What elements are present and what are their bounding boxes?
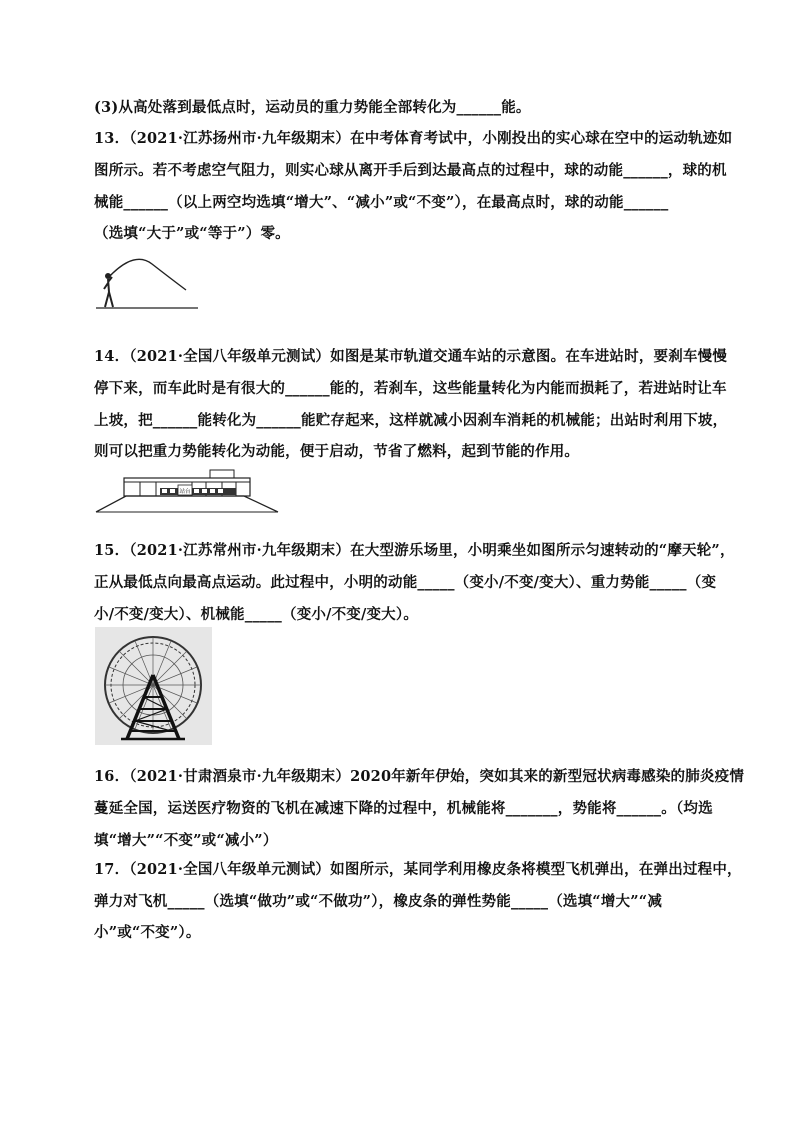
station-sign-label: 站台 <box>179 489 191 495</box>
q17-line1: 17．（2021·全国八年级单元测试）如图所示，某同学利用橡皮条将模型飞机弹出，在弹出过程中， <box>94 861 742 878</box>
q17-line3: 小”或“不变”）。 <box>94 924 201 941</box>
q13-line2: 图所示。若不考虑空气阻力，则实心球从离开手后到达最高点的过程中，球的动能______，球的机 <box>94 162 727 179</box>
q14-line1: 14．（2021·全国八年级单元测试）如图是某市轨道交通车站的示意图。在车进站时，要刹车慢慢 <box>94 348 728 365</box>
q14-line2: 停下来，而车此时是有很大的______能的，若刹车，这些能量转化为内能而损耗了，若进站时让车 <box>94 380 727 397</box>
q17-line2: 弹力对飞机_____（选填“做功”或“不做功”），橡皮条的弹性势能_____（选填“增大”“减 <box>94 893 663 910</box>
train-station-figure <box>94 466 280 514</box>
q15-line2: 正从最低点向最高点运动。此过程中，小明的动能_____（变小/不变/变大）、重力势能_____（变 <box>94 574 717 591</box>
q16-line1: 16．（2021·甘肃酒泉市·九年级期末）2020年新年伊始，突如其来的新型冠状病毒感染的肺炎疫情 <box>94 768 745 785</box>
q13-line3: 械能______（以上两空均选填“增大”、“减小”或“不变”），在最高点时，球的动能______ <box>94 194 669 211</box>
q16-line3: 填“增大”“不变”或“减小”） <box>94 832 278 849</box>
q16-line2: 蔓延全国，运送医疗物资的飞机在减速下降的过程中，机械能将_______，势能将______。（均选 <box>94 800 713 817</box>
ferris-wheel-figure <box>95 627 212 745</box>
q15-line1: 15．（2021·江苏常州市·九年级期末）在大型游乐场里，小明乘坐如图所示匀速转动的“摩天轮”， <box>94 542 735 559</box>
q12-part3-text: (3)从高处落到最低点时，运动员的重力势能全部转化为______能。 <box>94 99 531 116</box>
q13-line1: 13．（2021·江苏扬州市·九年级期末）在中考体育考试中，小刚投出的实心球在空中的运动轨迹如 <box>94 130 733 147</box>
q13-line4: （选填“大于”或“等于”）零。 <box>94 225 290 242</box>
shot-put-trajectory-figure <box>94 256 204 312</box>
q14-line4: 则可以把重力势能转化为动能，便于启动，节省了燃料，起到节能的作用。 <box>94 443 580 460</box>
q14-line3: 上坡，把______能转化为______能贮存起来，这样就减小因刹车消耗的机械能；出站时利用下坡， <box>94 412 728 429</box>
q15-line3: 小/不变/变大）、机械能_____（变小/不变/变大）。 <box>94 606 419 623</box>
